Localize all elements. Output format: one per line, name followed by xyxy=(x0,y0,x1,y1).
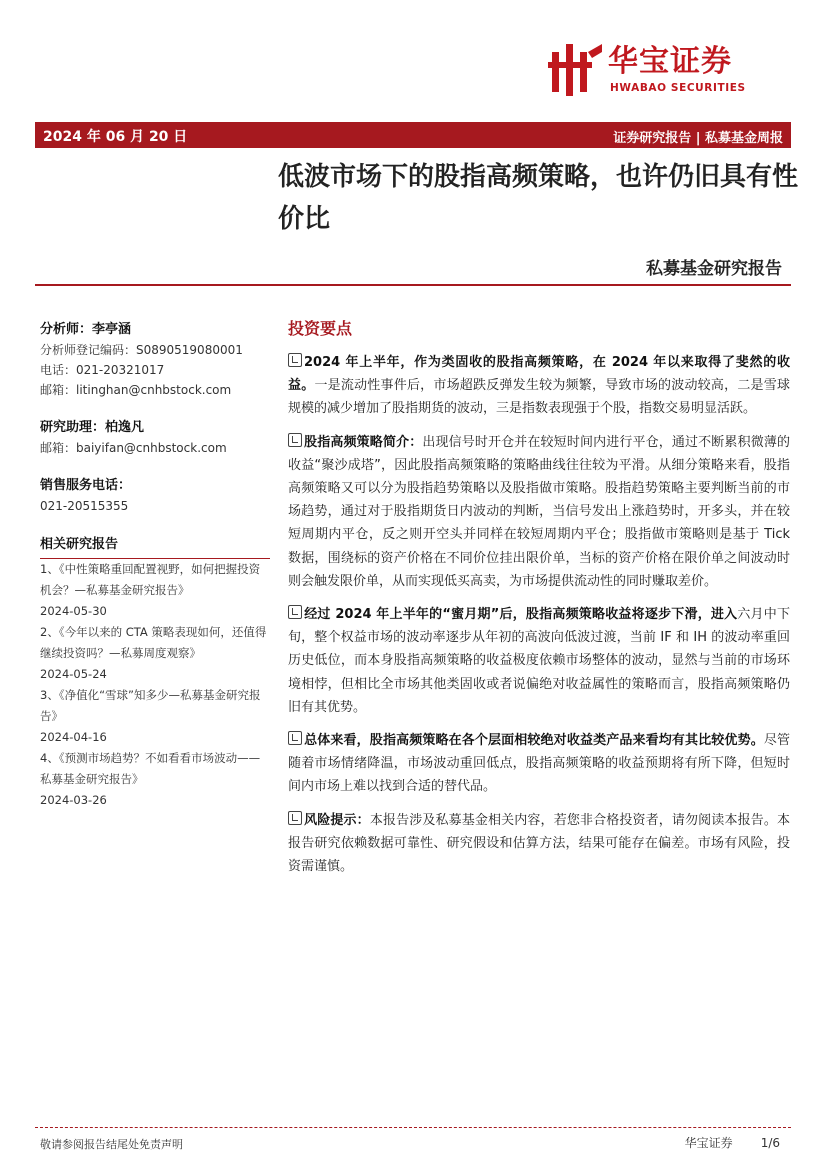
report-title: 低波市场下的股指高频策略，也许仍旧具有性价比 xyxy=(278,162,799,234)
related-report-title: 3、《净值化“雪球”知多少—私募基金研究报告》 xyxy=(40,688,261,723)
key-point xyxy=(288,603,790,719)
assistant-email[interactable]: 邮箱：baiyifan@cnhbstock.com xyxy=(40,441,227,455)
assistant-name: 研究助理：柏逸凡 xyxy=(40,420,145,435)
key-point xyxy=(288,431,790,593)
section-title: 投资要点 xyxy=(288,319,353,338)
key-point xyxy=(288,351,790,421)
bullet-icon xyxy=(288,353,302,367)
related-report-item[interactable] xyxy=(40,685,270,748)
analyst-registration: 分析师登记编码：S0890519080001 xyxy=(40,343,243,357)
bullet-icon xyxy=(288,433,302,447)
key-point-body: 出现信号时开仓并在较短时间内进行平仓，通过不断累积微薄的收益“聚沙成塔”，因此股指高频策略的策略曲线往往较为平滑。从细分策略来看，股指高频策略又可以分为股指趋势策略以及股指做市策略。股指趋势策略主要判断当前的市场趋势，通过对于股指期货日内波动的判断，当信号发出上涨趋势时，开多头，并在较短周期内平仓，反之则开空头并同样在较短周期内平仓；股指做市策略则是基于 Tick 数据，围绕标的资产价格在不同价位挂出限价单，当标的资产价格在限价单之间波动时则会触发限价单，从而实现低买高卖，为市场提供流动性的同时赚取差价。 xyxy=(288,434,790,589)
report-category: 证券研究报告 | 私募基金周报 xyxy=(613,131,783,146)
related-report-title: 4、《预测市场趋势？不如看看市场波动——私募基金研究报告》 xyxy=(40,751,261,786)
analyst-phone: 电话：021-20321017 xyxy=(40,363,165,377)
related-report-title: 2、《今年以来的 CTA 策略表现如何，还值得继续投资吗？—私募周度观察》 xyxy=(40,625,267,660)
related-report-date: 2024-03-26 xyxy=(40,793,107,807)
header-band xyxy=(35,122,791,148)
bullet-icon xyxy=(288,731,302,745)
key-point-body: 本报告涉及私募基金相关内容，若您非合格投资者，请勿阅读本报告。本报告研究依赖数据可靠性、研究假设和估算方法，结果可能存在偏差。市场有风险，投资需谨慎。 xyxy=(288,812,790,875)
related-report-date: 2024-04-16 xyxy=(40,730,107,744)
related-reports-list xyxy=(40,559,270,811)
sidebar xyxy=(40,320,270,811)
brand-name-cn: 华宝证券 xyxy=(608,44,732,79)
footer-right xyxy=(685,1134,780,1151)
related-report-item[interactable] xyxy=(40,748,270,811)
page-number: 1/6 xyxy=(760,1136,780,1150)
related-reports-title: 相关研究报告 xyxy=(40,534,270,559)
hwabao-logo-icon xyxy=(548,44,604,96)
report-date: 2024 年 06 月 20 日 xyxy=(43,129,188,145)
key-point-lead: 总体来看，股指高频策略在各个层面相较绝对收益类产品来看均有其比较优势。 xyxy=(304,733,764,749)
title-divider xyxy=(35,284,791,286)
key-point-lead: 2024 年上半年，作为类固收的股指高频策略，在 2024 年以来取得了斐然的收益。 xyxy=(288,355,790,394)
related-report-item[interactable] xyxy=(40,622,270,685)
related-report-title: 1、《中性策略重回配置视野，如何把握投资机会？—私募基金研究报告》 xyxy=(40,562,261,597)
analyst-email[interactable]: 邮箱：litinghan@cnhbstock.com xyxy=(40,383,232,397)
sales-phone: 021-20515355 xyxy=(40,499,129,513)
bullet-icon xyxy=(288,811,302,825)
key-point-lead: 股指高频策略简介： xyxy=(304,434,423,450)
related-report-item[interactable] xyxy=(40,559,270,622)
key-point-body: 尽管随着市场情绪降温，市场波动重回低点，股指高频策略的收益预期将有所下降，但短时间内市场上难以找到合适的替代品。 xyxy=(288,733,790,795)
key-point xyxy=(288,729,790,799)
company-logo xyxy=(548,44,780,96)
related-report-date: 2024-05-24 xyxy=(40,667,107,681)
key-point xyxy=(288,809,790,879)
main-content xyxy=(288,316,790,888)
analyst-name: 分析师：李亭涵 xyxy=(40,322,132,337)
related-report-date: 2024-05-30 xyxy=(40,604,107,618)
key-point-lead: 风险提示： xyxy=(304,812,370,828)
footer-divider xyxy=(35,1127,791,1129)
footer-brand: 华宝证券 xyxy=(684,1136,733,1150)
key-point-body: 六月中下旬，整个权益市场的波动率逐步从年初的高波向低波过渡，当前 IF 和 IH 的波动率重回历史低位，而本身股指高频策略的收益极度依赖市场整体的波动，显然与当前的市场环境相悖，但相比全市场其他类固收或者说偏绝对收益属性的策略而言，股指高频策略仍旧有其优势。 xyxy=(288,607,790,715)
key-point-lead: 经过 2024 年上半年的“蜜月期”后，股指高频策略收益将逐步下滑，进入 xyxy=(304,607,738,623)
brand-name-en: HWABAO SECURITIES xyxy=(610,82,746,94)
footer-disclaimer: 敬请参阅报告结尾处免责声明 xyxy=(40,1138,183,1151)
bullet-icon xyxy=(288,605,302,619)
key-point-body: 一是流动性事件后，市场超跌反弹发生较为频繁，导致市场的波动较高，二是雪球规模的减少增加了股指期货的波动，三是指数表现强于个股，指数交易明显活跃。 xyxy=(288,378,790,417)
sales-label: 销售服务电话： xyxy=(40,478,132,493)
report-subtitle: 私募基金研究报告 xyxy=(646,259,782,279)
